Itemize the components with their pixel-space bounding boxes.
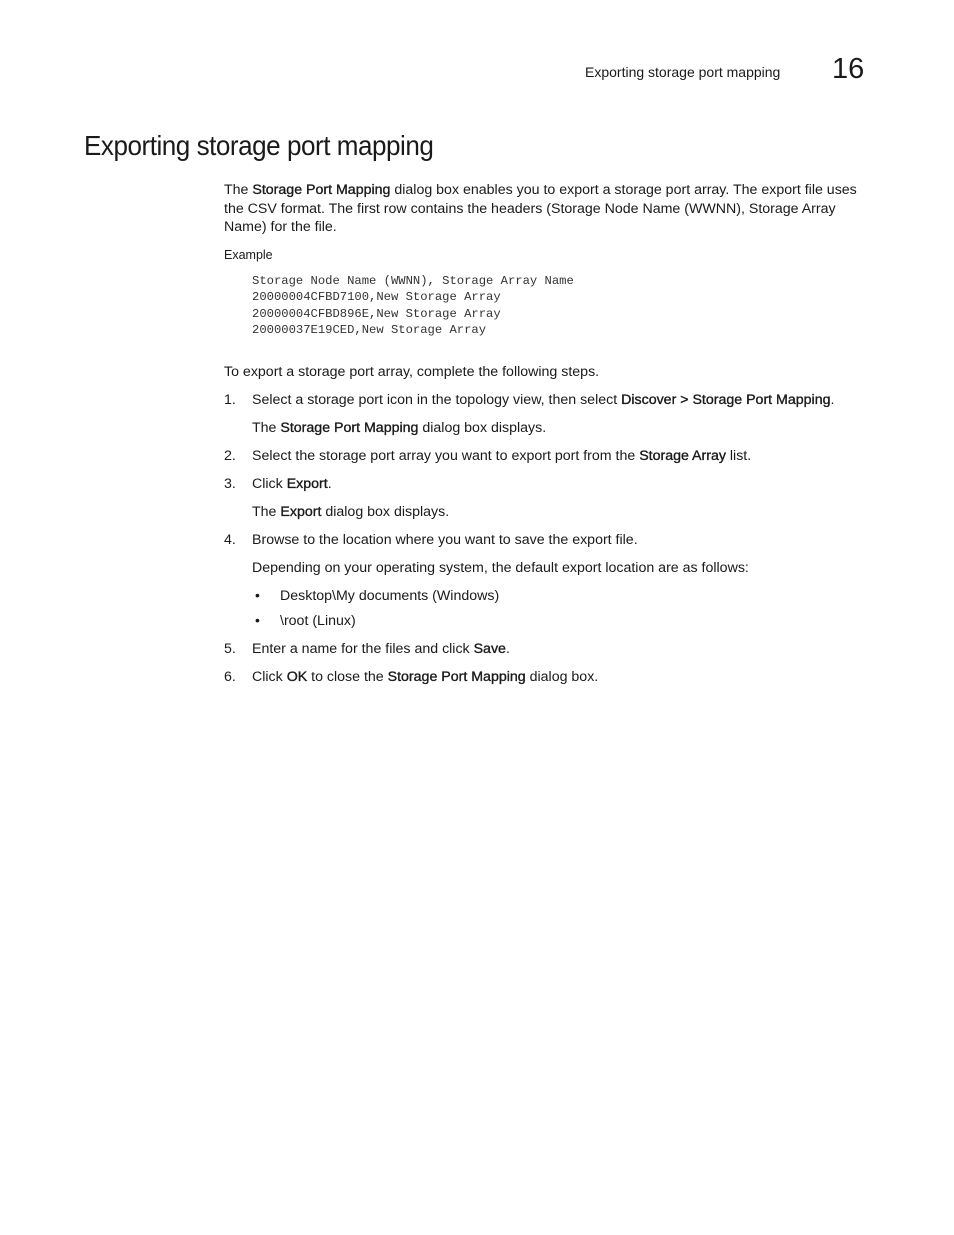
step-3-text (252, 476, 332, 492)
step-2-text (252, 448, 751, 464)
step-text: Select a storage port icon in the topology view, then select (252, 392, 622, 408)
code-line: 20000004CFBD7100,New Storage Array (252, 290, 501, 305)
step-text: Click (252, 669, 287, 685)
step-text: The (252, 420, 281, 436)
intro-text-2: dialog box enables you to export a storage port array. The export file uses the CSV format. The first row contains the headers (Storage Node Name (WWNN), Storage Array Name) for the file. (224, 182, 857, 236)
step-text: . (505, 641, 510, 657)
button-name: Save (473, 641, 506, 657)
step-number: 4. (224, 532, 236, 548)
step-text: Select the storage port array you want to export port from the (252, 448, 640, 464)
step-number: 2. (224, 448, 236, 464)
step-text: list. (725, 448, 752, 464)
dialog-name: Export (280, 504, 322, 520)
step-number: 6. (224, 669, 236, 685)
dialog-name: Storage Port Mapping (387, 669, 526, 685)
code-line: 20000037E19CED,New Storage Array (252, 322, 487, 337)
intro-text-1: The (224, 182, 253, 198)
step-5-text (252, 641, 510, 657)
bullet-icon: • (255, 612, 260, 628)
step-text: Click (252, 476, 287, 492)
chapter-number: 16 (832, 53, 865, 85)
step-1-text (252, 392, 834, 408)
step-4-text: Browse to the location where you want to save the export file. (252, 532, 638, 548)
step-text: dialog box displays. (418, 420, 547, 436)
list-name: Storage Array (639, 448, 726, 464)
step-number: 5. (224, 641, 236, 657)
page-title: Exporting storage port mapping (84, 130, 434, 161)
intro-paragraph (224, 181, 864, 237)
code-line: 20000004CFBD896E,New Storage Array (252, 306, 501, 321)
bullet-icon: • (255, 587, 260, 603)
step-1-note (252, 420, 546, 436)
step-number: 3. (224, 476, 236, 492)
dialog-name: Storage Port Mapping (280, 420, 419, 436)
step-text: to close the (307, 669, 388, 685)
code-line: Storage Node Name (WWNN), Storage Array Name (252, 274, 574, 288)
example-label: Example (224, 248, 273, 262)
steps-intro: To export a storage port array, complete the following steps. (224, 364, 600, 380)
step-number: 1. (224, 392, 236, 408)
step-4-note: Depending on your operating system, the default export location are as follows: (252, 560, 749, 576)
code-example (252, 273, 574, 338)
running-header-title: Exporting storage port mapping (585, 64, 781, 80)
bullet-item: Desktop\My documents (Windows) (280, 588, 500, 604)
button-name: OK (286, 669, 308, 685)
intro-term: Storage Port Mapping (252, 182, 391, 198)
step-text: . (327, 476, 332, 492)
step-text: dialog box displays. (321, 504, 450, 520)
bullet-item: \root (Linux) (280, 613, 356, 629)
menu-path: Discover > Storage Port Mapping (621, 392, 831, 408)
step-text: dialog box. (525, 669, 599, 685)
step-text: . (830, 392, 835, 408)
step-3-note (252, 504, 449, 520)
step-text: The (252, 504, 281, 520)
step-6-text (252, 669, 598, 685)
button-name: Export (286, 476, 328, 492)
step-text: Enter a name for the files and click (252, 641, 474, 657)
